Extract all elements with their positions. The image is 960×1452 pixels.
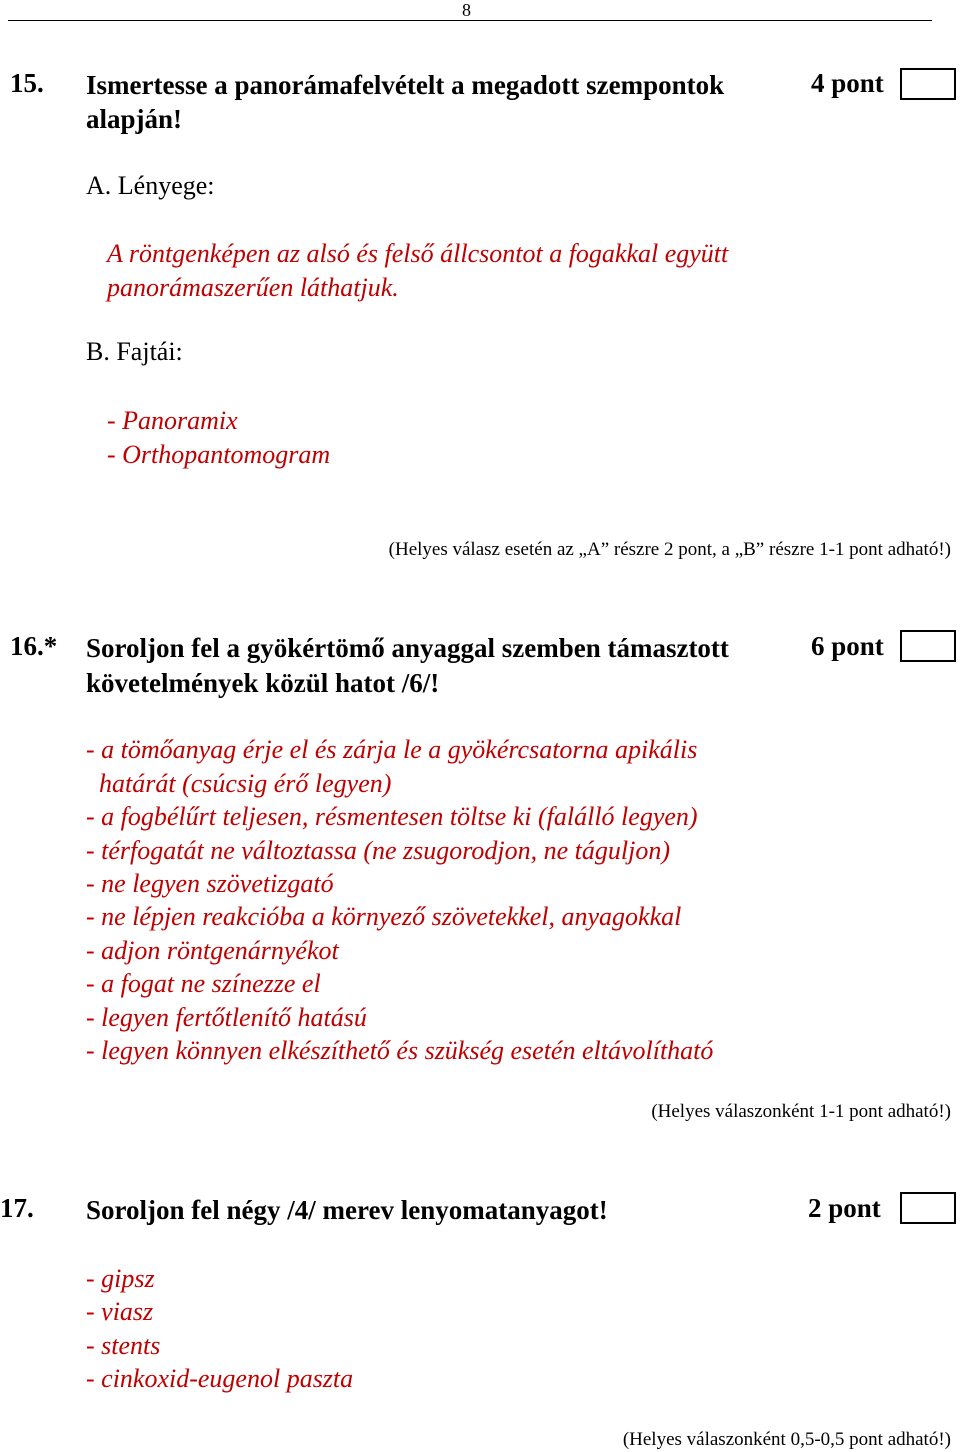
question-17-score-box[interactable] — [900, 1192, 956, 1224]
question-17-number: 17. — [0, 1193, 34, 1223]
question-17-scoring-note: (Helyes válaszonként 0,5-0,5 pont adható!) — [622, 1429, 951, 1450]
question-17-answer-4: - cinkoxid-eugenol paszta — [86, 1364, 354, 1393]
question-16-answer-2: - a fogbélűrt teljesen, résmentesen töltse ki (falálló legyen) — [86, 802, 698, 831]
question-15-number: 15. — [10, 68, 44, 98]
question-16-answer-8: - legyen fertőtlenítő hatású — [86, 1003, 367, 1032]
question-17-answer-2: - viasz — [86, 1297, 154, 1326]
question-15-section-a-answer-1: A röntgenképen az alsó és felső állcsontot a fogakkal együtt — [107, 239, 729, 268]
question-15-text-line-2: alapján! — [86, 104, 183, 134]
question-17-text-line-1: Soroljon fel négy /4/ merev lenyomatanyagot! — [86, 1195, 608, 1225]
question-16-scoring-note: (Helyes válaszonként 1-1 pont adható!) — [651, 1101, 951, 1122]
question-16-answer-1: - a tömőanyag érje el és zárja le a gyökércsatorna apikális — [86, 735, 698, 764]
page-number: 8 — [462, 0, 471, 20]
question-16-answer-6: - adjon röntgenárnyékot — [86, 936, 339, 965]
question-15-points: 4 pont — [811, 68, 884, 98]
question-16-points: 6 pont — [811, 631, 884, 661]
question-16-answer-1-cont: határát (csúcsig érő legyen) — [99, 769, 392, 798]
question-17-points: 2 pont — [808, 1193, 881, 1223]
question-15-scoring-note: (Helyes válasz esetén az „A” részre 2 pont, a „B” részre 1-1 pont adható!) — [388, 539, 951, 560]
question-16-answer-7: - a fogat ne színezze el — [86, 969, 321, 998]
question-16-answer-4: - ne legyen szövetizgató — [86, 869, 334, 898]
question-15-section-a-answer-2: panorámaszerűen láthatjuk. — [107, 273, 399, 302]
question-15-section-b-answer-2: - Orthopantomogram — [107, 440, 331, 469]
question-15-text-line-1: Ismertesse a panorámafelvételt a megadott szempontok — [86, 70, 725, 100]
question-16-text-line-1: Soroljon fel a gyökértömő anyaggal szemben támasztott — [86, 633, 729, 663]
header-rule — [8, 20, 932, 21]
question-16-answer-9: - legyen könnyen elkészíthető és szükség esetén eltávolítható — [86, 1036, 714, 1065]
question-17-answer-3: - stents — [86, 1331, 161, 1360]
question-15-section-b-label: B. Fajtái: — [86, 337, 183, 366]
question-16-text-line-2: követelmények közül hatot /6/! — [86, 668, 440, 698]
question-16-answer-5: - ne lépjen reakcióba a környező szövetekkel, anyagokkal — [86, 902, 682, 931]
question-16-score-box[interactable] — [900, 630, 956, 662]
question-15-score-box[interactable] — [900, 68, 956, 100]
question-15-section-b-answer-1: - Panoramix — [107, 406, 238, 435]
question-17-answer-1: - gipsz — [86, 1264, 155, 1293]
question-16-number: 16.* — [10, 631, 58, 661]
question-16-answer-3: - térfogatát ne változtassa (ne zsugorodjon, ne táguljon) — [86, 836, 670, 865]
question-15-section-a-label: A. Lényege: — [86, 171, 215, 200]
